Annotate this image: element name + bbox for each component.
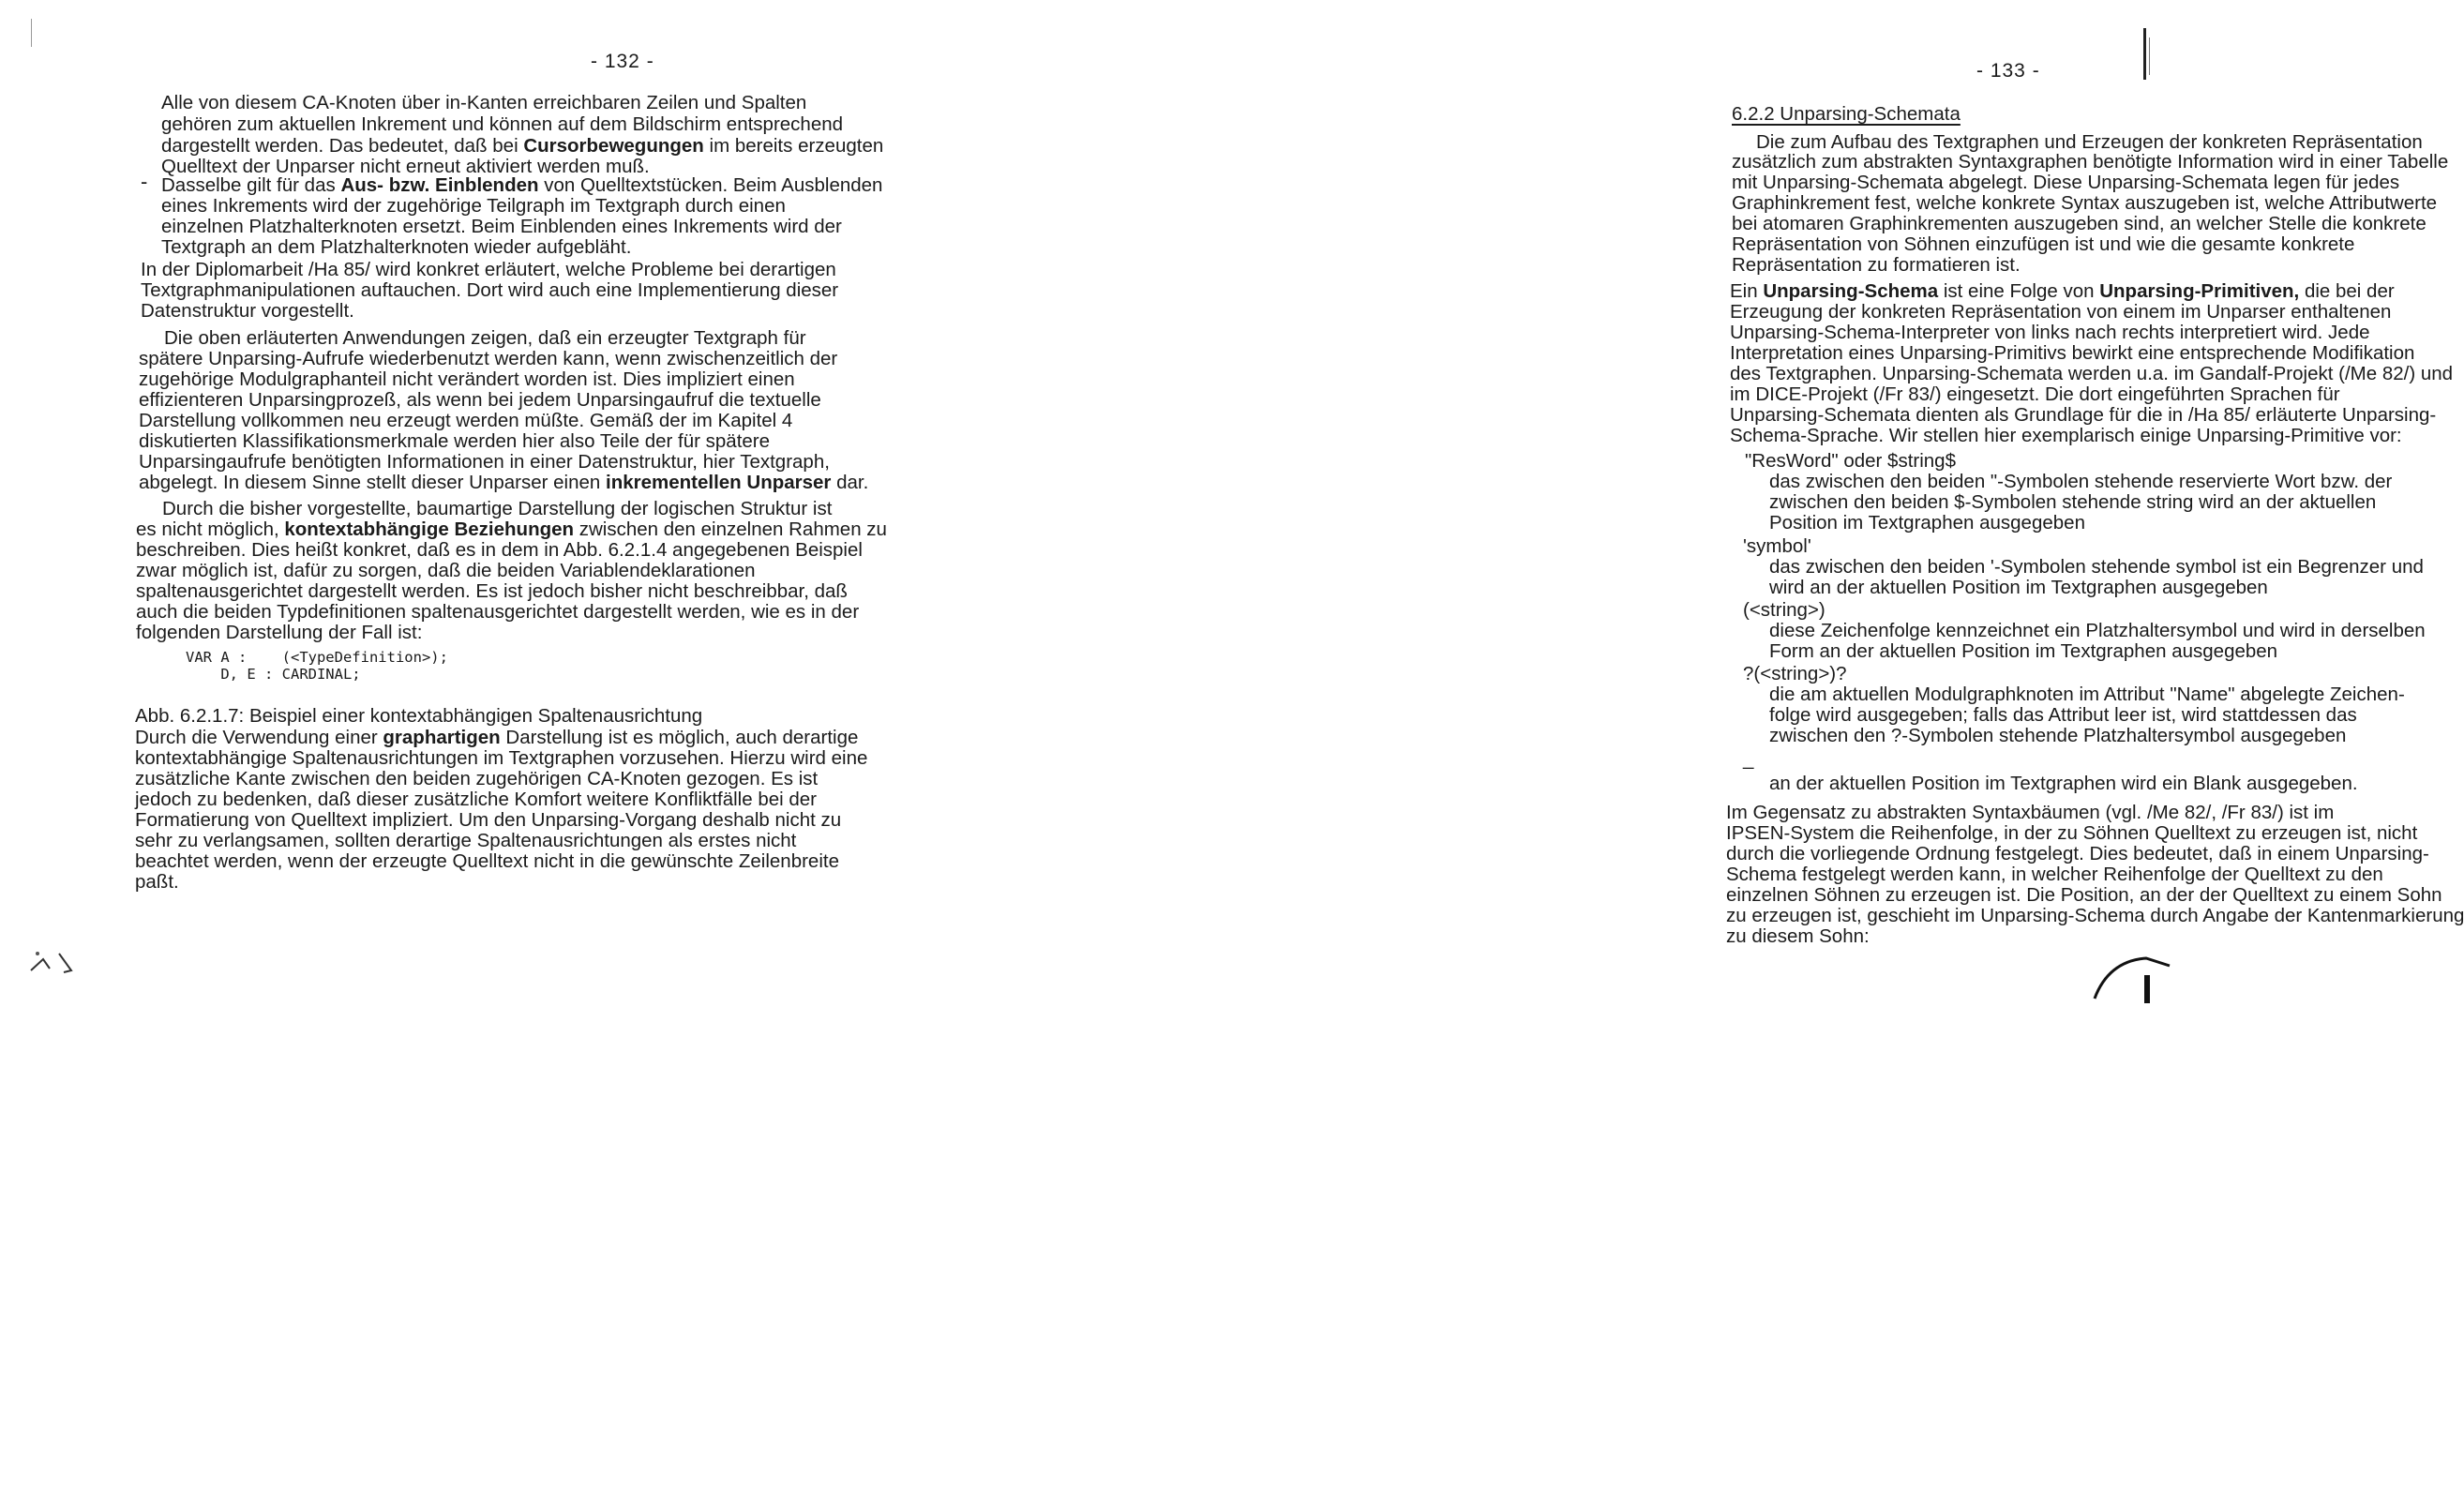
- text-line: des Textgraphen. Unparsing-Schemata werden u.a. im Gandalf-Projekt (/Me 82/) und: [1730, 363, 2454, 384]
- primitive-term: ?(<string>)?: [1743, 663, 1847, 684]
- text-line: Im Gegensatz zu abstrakten Syntaxbäumen (vgl. /Me 82/, /Fr 83/) ist im: [1726, 802, 2335, 823]
- text-line: Die zum Aufbau des Textgraphen und Erzeugen der konkreten Repräsentation: [1756, 131, 2423, 153]
- text-line: mit Unparsing-Schemata abgelegt. Diese Unparsing-Schemata legen für jedes: [1732, 172, 2400, 193]
- text-line: Form an der aktuellen Position im Textgraphen ausgegeben: [1769, 640, 2278, 662]
- text-line: Erzeugung der konkreten Repräsentation von einem im Unparser enthaltenen: [1730, 301, 2392, 323]
- text-line: zugehörige Modulgraphanteil nicht verändert worden ist. Dies impliziert einen: [139, 368, 795, 390]
- text-line: Durch die bisher vorgestellte, baumartige Darstellung der logischen Struktur ist: [162, 498, 833, 519]
- text-line: Schema festgelegt werden kann, in welcher Reihenfolge der Quelltext zu den: [1726, 864, 2383, 885]
- text-line: einzelnen Platzhalterknoten ersetzt. Beim Einblenden eines Inkrements wird der: [161, 216, 842, 237]
- bullet-mark: -: [141, 170, 148, 193]
- text-line: zu diesem Sohn:: [1726, 925, 1870, 947]
- text-line: effizienteren Unparsingprozeß, als wenn bei jedem Unparsingaufruf die textuelle: [139, 389, 821, 411]
- text-line: Formatierung von Quelltext impliziert. Um den Unparsing-Vorgang deshalb nicht zu: [135, 809, 842, 831]
- code-line: D, E : CARDINAL;: [186, 666, 361, 683]
- text-line: wird an der aktuellen Position im Textgraphen ausgegeben: [1769, 577, 2268, 598]
- text-line: Textgraph an dem Platzhalterknoten wieder aufgebläht.: [161, 236, 632, 258]
- text-line: das zwischen den beiden "-Symbolen stehende reservierte Wort bzw. der: [1769, 471, 2393, 492]
- text-line: diskutierten Klassifikationsmerkmale werden hier also Teile der für spätere: [139, 430, 771, 452]
- text-line: zwar möglich ist, dafür zu sorgen, daß die beiden Variablendeklarationen: [136, 560, 756, 581]
- text-line: Textgraphmanipulationen auftauchen. Dort wird auch eine Implementierung dieser: [141, 279, 839, 301]
- text-line: Graphinkrement fest, welche konkrete Syntax auszugeben ist, welche Attributwerte: [1732, 192, 2438, 214]
- text-line: beachtet werden, wenn der erzeugte Quelltext nicht in die gewünschte Zeilenbreite: [135, 850, 839, 872]
- text-line: zusätzlich zum abstrakten Syntaxgraphen benötigte Information wird in einer Tabelle: [1732, 151, 2449, 173]
- text-line: einzelnen Söhnen zu erzeugen ist. Die Position, an der der Quelltext zu einem Sohn: [1726, 884, 2442, 906]
- text-line: folge wird ausgegeben; falls das Attribut leer ist, wird stattdessen das: [1769, 704, 2357, 726]
- text-line: auch die beiden Typdefinitionen spaltenausgerichtet dargestellt werden, wie es in der: [136, 601, 860, 623]
- text-line: IPSEN-System die Reihenfolge, in der zu Söhnen Quelltext zu erzeugen ist, nicht: [1726, 822, 2418, 844]
- text-line: Schema-Sprache. Wir stellen hier exemplarisch einige Unparsing-Primitive vor:: [1730, 425, 2402, 446]
- primitive-term: 'symbol': [1743, 535, 1811, 557]
- scan-edge-mark: [2149, 38, 2150, 75]
- text-line: Ein Unparsing-Schema ist eine Folge von Unparsing-Primitiven, die bei der: [1730, 280, 2395, 302]
- text-line: im DICE-Projekt (/Fr 83/) eingesetzt. Die dort eingeführten Sprachen für: [1730, 383, 2340, 405]
- text-line: zu erzeugen ist, geschieht im Unparsing-Schema durch Angabe der Kantenmarkierung: [1726, 905, 2464, 926]
- text-line: Unparsing-Schemata dienten als Grundlage für die in /Ha 85/ erläuterte Unparsing-: [1730, 404, 2437, 426]
- scan-artifact-mark: [2090, 947, 2174, 1003]
- scan-artifact-mark: [26, 942, 83, 984]
- text-line: paßt.: [135, 871, 179, 893]
- right-page: [1096, 0, 2464, 1488]
- primitive-term: "ResWord" oder $string$: [1745, 450, 1956, 472]
- text-line: Quelltext der Unparser nicht erneut aktiviert werden muß.: [161, 156, 650, 177]
- bold-term: inkrementellen Unparser: [606, 472, 832, 493]
- figure-caption: Abb. 6.2.1.7: Beispiel einer kontextabhängigen Spaltenausrichtung: [135, 705, 703, 727]
- text-line: zwischen den beiden $-Symbolen stehende string wird an der aktuellen: [1769, 491, 2377, 513]
- text-line: Unparsing-Schema-Interpreter von links nach rechts interpretiert wird. Jede: [1730, 322, 2370, 343]
- text-line: jedoch zu bedenken, daß dieser zusätzliche Komfort weitere Konfliktfälle bei der: [135, 789, 818, 810]
- bold-term: Unparsing-Primitiven,: [2099, 280, 2300, 302]
- text-line: Interpretation eines Unparsing-Primitivs bewirkt eine entsprechende Modifikation: [1730, 342, 2415, 364]
- text-line: das zwischen den beiden '-Symbolen stehende symbol ist ein Begrenzer und: [1769, 556, 2424, 578]
- text-line: Position im Textgraphen ausgegeben: [1769, 512, 2085, 534]
- text-line: beschreiben. Dies heißt konkret, daß es in dem in Abb. 6.2.1.4 angegebenen Beispiel: [136, 539, 863, 561]
- text-line: spätere Unparsing-Aufrufe wiederbenutzt werden kann, wenn zwischenzeitlich der: [139, 348, 838, 369]
- text-line: Repräsentation zu formatieren ist.: [1732, 254, 2021, 276]
- page-number-left: - 132 -: [591, 51, 654, 72]
- text-line: folgenden Darstellung der Fall ist:: [136, 622, 423, 643]
- text-line: Darstellung vollkommen neu erzeugt werden müßte. Gemäß der im Kapitel 4: [139, 410, 793, 431]
- text-line: es nicht möglich, kontextabhängige Beziehungen zwischen den einzelnen Rahmen zu: [136, 519, 887, 540]
- bold-term: Unparsing-Schema: [1763, 280, 1939, 302]
- text-line: Durch die Verwendung einer graphartigen Darstellung ist es möglich, auch derartige: [135, 727, 859, 748]
- text-line: sehr zu verlangsamen, sollten derartige Spaltenausrichtungen als erstes nicht: [135, 830, 797, 851]
- text-line: durch die vorliegende Ordnung festgelegt. Dies bedeutet, daß in einem Unparsing-: [1726, 843, 2429, 864]
- page-number-right: - 133 -: [1976, 60, 2040, 82]
- bold-term: Aus- bzw. Einblenden: [340, 174, 539, 196]
- text-line: bei atomaren Graphinkrementen auszugeben sind, an welcher Stelle die konkrete: [1732, 213, 2426, 234]
- text-line: Die oben erläuterten Anwendungen zeigen, daß ein erzeugter Textgraph für: [164, 327, 806, 349]
- text-line: zwischen den ?-Symbolen stehende Platzhaltersymbol ausgegeben: [1769, 725, 2347, 746]
- text-line: Unparsingaufrufe benötigten Informationen in einer Datenstruktur, hier Textgraph,: [139, 451, 830, 473]
- text-line: diese Zeichenfolge kennzeichnet ein Platzhaltersymbol und wird in derselben: [1769, 620, 2426, 641]
- code-line: VAR A : (<TypeDefinition>);: [186, 649, 448, 666]
- section-heading: 6.2.2 Unparsing-Schemata: [1732, 103, 1961, 125]
- text-line: die am aktuellen Modulgraphknoten im Attribut "Name" abgelegte Zeichen-: [1769, 684, 2405, 705]
- text-line: an der aktuellen Position im Textgraphen wird ein Blank ausgegeben.: [1769, 773, 2358, 794]
- primitive-term: (<string>): [1743, 599, 1825, 621]
- text-line: Alle von diesem CA-Knoten über in-Kanten erreichbaren Zeilen und Spalten: [161, 92, 807, 113]
- text-line: Repräsentation von Söhnen einzufügen ist und wie die gesamte konkrete: [1732, 233, 2355, 255]
- text-line: kontextabhängige Spaltenausrichtungen im Textgraphen vorzusehen. Hierzu wird eine: [135, 747, 868, 769]
- bold-term: kontextabhängige Beziehungen: [284, 519, 575, 540]
- scan-edge-mark: [31, 19, 32, 47]
- text-line: Dasselbe gilt für das Aus- bzw. Einblenden von Quelltextstücken. Beim Ausblenden: [161, 174, 883, 196]
- text-line: Datenstruktur vorgestellt.: [141, 300, 354, 322]
- text-line: abgelegt. In diesem Sinne stellt dieser Unparser einen inkrementellen Unparser dar.: [139, 472, 869, 493]
- text-line: zusätzliche Kante zwischen den beiden zugehörigen CA-Knoten gezogen. Es ist: [135, 768, 819, 789]
- primitive-term: _: [1743, 748, 1754, 770]
- bold-term: Cursorbewegungen: [523, 135, 704, 157]
- left-page: [0, 0, 1096, 1488]
- scan-edge-mark: [2143, 28, 2146, 80]
- text-line: In der Diplomarbeit /Ha 85/ wird konkret erläutert, welche Probleme bei derartigen: [141, 259, 836, 280]
- text-line: dargestellt werden. Das bedeutet, daß bei Cursorbewegungen im bereits erzeugten: [161, 135, 884, 157]
- text-line: spaltenausgerichtet dargestellt werden. Es ist jedoch bisher nicht beschreibbar, daß: [136, 580, 848, 602]
- text-line: gehören zum aktuellen Inkrement und können auf dem Bildschirm entsprechend: [161, 113, 844, 135]
- bold-term: graphartigen: [383, 727, 501, 748]
- text-line: eines Inkrements wird der zugehörige Teilgraph im Textgraph durch einen: [161, 195, 786, 217]
